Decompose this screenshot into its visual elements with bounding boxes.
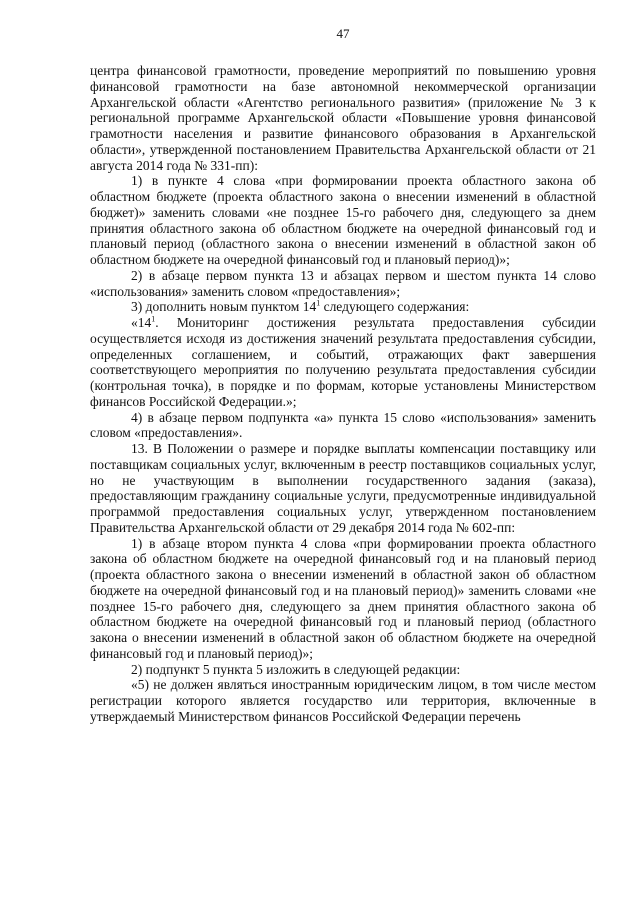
- page-number: 47: [336, 26, 350, 41]
- paragraph-item-1-point-4: 1) в пункте 4 слова «при формировании проекта областного закона об областном бюджете (проекта областного закона о внесении изменений в областной бюджет)» заменить словами «не позднее 15-го рабочего дня, следующего за днем принятия областного закона об областном бюджете на очередной финансовый год и плановый период (областного закона о внесении изменений в областной закон об областном бюджете на очередной финансовый год и плановый период)»;: [90, 173, 596, 267]
- paragraph-text-part: . Мониторинг достижения результата предоставления субсидии осуществляется исходя из достижения значений результата предоставления субсидии, определенных соглашением, и событий, отражающих факт завершения соответствующего мероприятия по получению результата предоставления субсидии (контрольная точка), в порядке и по формам, которые установлены Министерством финансов Российской Федерации.»;: [90, 315, 596, 409]
- paragraph-quoted-subpoint-5: «5) не должен являться иностранным юридическим лицом, в том числе местом регистрации которого является государство или территория, включенные в утверждаемый Министерством финансов Российской Федерации перечень: [90, 677, 596, 724]
- paragraph-text-part: «14: [131, 315, 152, 330]
- paragraph-intro-continuation: центра финансовой грамотности, проведение мероприятий по повышению уровня финансовой грамотности на базе автономной некоммерческой организации Архангельской области «Агентство регионального развития» (приложение № 3 к региональной программе Архангельской области «Повышение уровня финансовой грамотности населения и развитие финансового образования в Архангельской области», утвержденной постановлением Правительства Архангельской области от 21 августа 2014 года № 331-пп):: [90, 63, 596, 173]
- paragraph-section-13-item-1: 1) в абзаце втором пункта 4 слова «при формировании проекта областного закона об областном бюджете на очередной финансовый год и на плановый период (проекта областного закона о внесении изменений в областной закон об областном бюджете на очередной финансовый год и на плановый период)» заменить словами «не позднее 15-го рабочего дня, следующего за днем принятия областного закона об областном бюджете на очередной финансовый год и плановый период (областного закона о внесении изменений в областной закон об областном бюджете на очередной финансовый год и плановый период)»;: [90, 535, 596, 661]
- document-page: [90, 26, 596, 725]
- paragraph-item-3-new-point: [90, 299, 596, 315]
- paragraph-section-13: 13. В Положении о размере и порядке выплаты компенсации поставщику или поставщикам социальных услуг, включенным в реестр поставщиков социальных услуг, но не участвующим в выполнении государственного задания (заказа), предоставляющим гражданину социальные услуги, предусмотренные индивидуальной программой предоставления социальных услуг, утвержденном постановлением Правительства Архангельской области от 29 декабря 2014 года № 602-пп:: [90, 441, 596, 535]
- paragraph-text-part: следующего содержания:: [320, 299, 470, 315]
- paragraph-item-4-point-15: 4) в абзаце первом подпункта «а» пункта 15 слово «использования» заменить словом «предоставления».: [90, 409, 596, 441]
- paragraph-section-13-item-2: 2) подпункт 5 пункта 5 изложить в следующей редакции:: [131, 661, 461, 677]
- paragraph-quoted-point-14-1: [90, 315, 596, 410]
- superscript-marker: 1: [151, 314, 156, 324]
- paragraph-text-part: 3) дополнить новым пунктом 14: [131, 299, 317, 315]
- superscript-marker: 1: [316, 298, 321, 308]
- paragraph-item-2-points-13-14: 2) в абзаце первом пункта 13 и абзацах первом и шестом пункта 14 слово «использования» заменить словом «предоставления»;: [90, 267, 596, 299]
